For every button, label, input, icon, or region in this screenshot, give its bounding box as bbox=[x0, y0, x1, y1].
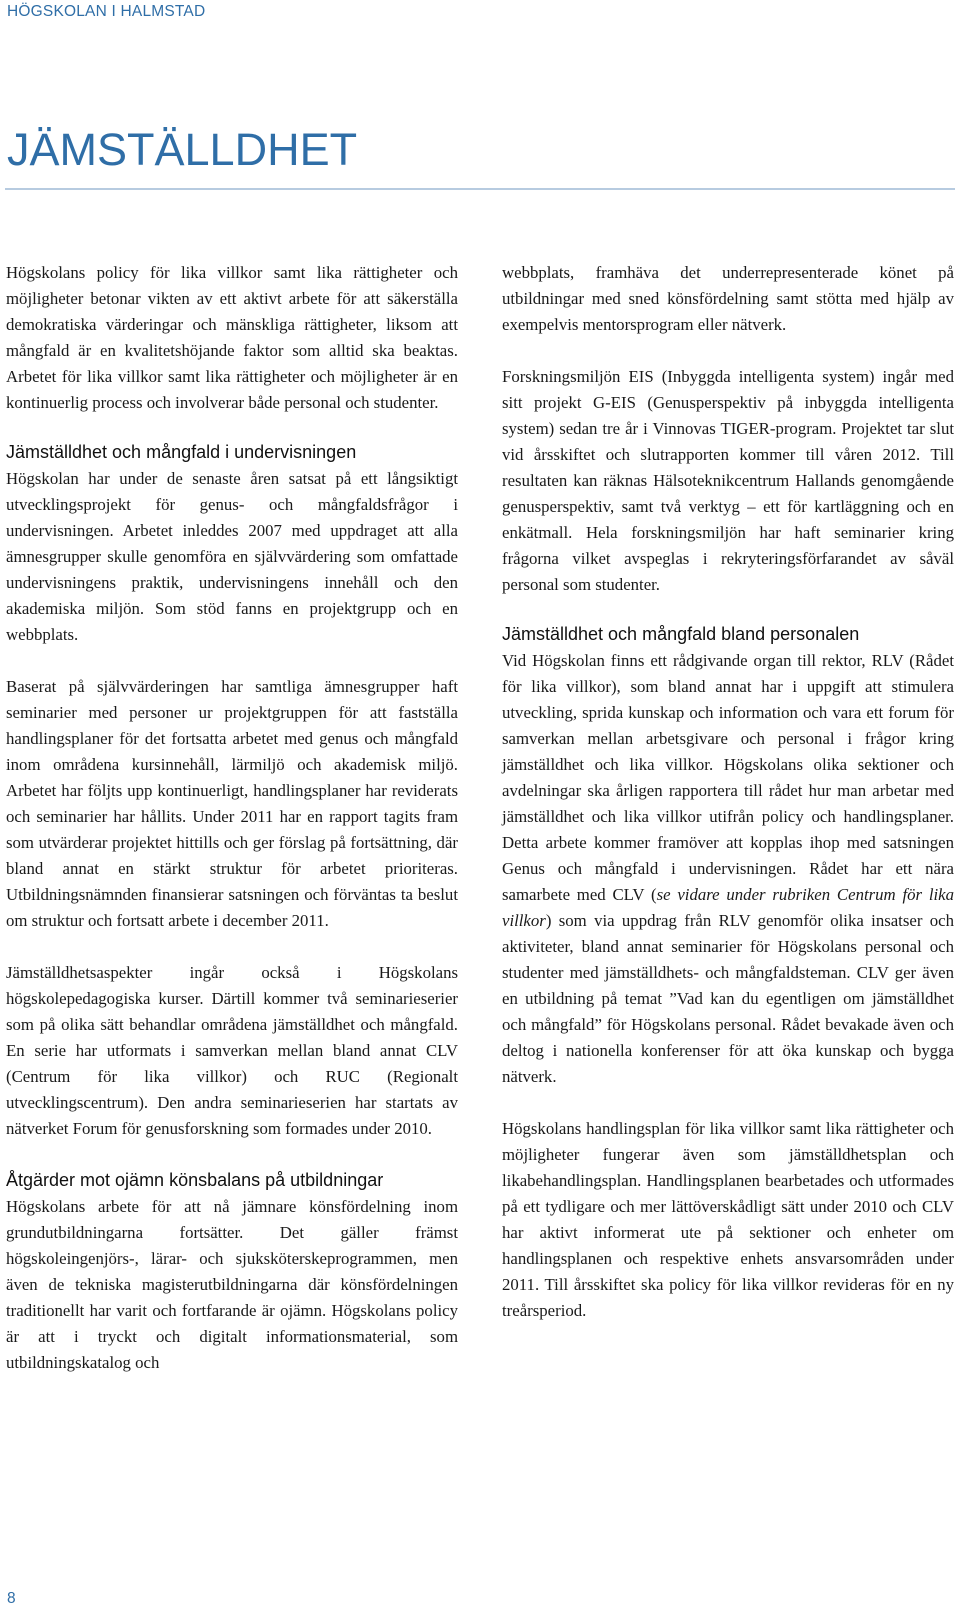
staff-paragraph-1 bbox=[502, 648, 954, 1090]
section-heading-teaching: Jämställdhet och mångfald i undervisningen bbox=[6, 442, 357, 462]
teaching-paragraph-3: Jämställdhetsaspekter ingår också i Högskolans högskolepedagogiska kurser. Därtill kommer två seminarieserier som på olika sätt behandlar områdena jämställdhet och mångfald. En serie har utformats i samverkan mellan bland annat CLV (Centrum för lika villkor) och RUC (Regionalt utvecklingscentrum). Den andra seminarieserien har startats av nätverket Forum för genusforskning som formades under 2010. bbox=[6, 963, 458, 1138]
title-divider bbox=[5, 188, 955, 190]
section-heading-staff: Jämställdhet och mångfald bland personalen bbox=[502, 624, 860, 644]
continuation-paragraph: webbplats, framhäva det underrepresenterade könet på utbildningar med sned könsfördelning samt stötta med hjälp av exempelvis mentorsprogram eller nätverk. bbox=[502, 263, 954, 334]
page-title: JÄMSTÄLLDHET bbox=[7, 124, 358, 175]
gender-balance-paragraph: Högskolans arbete för att nå jämnare könsfördelning inom grundutbildningarna fortsätter. Det gäller främst högskoleingenjörs-, lärar- och sjuksköterskeprogrammen, men även de tekniska magisterutbildningarna där könsfördelningen traditionellt har varit och fortfarande är ojämn. Högskolans policy är att i tryckt och digitalt informationsmaterial, som utbildningskatalog och bbox=[6, 1197, 458, 1372]
left-column bbox=[6, 260, 458, 1402]
staff-text-after-italic: ) som via uppdrag från RLV genomför olika insatser och aktiviteter, bland annat seminarier för Högskolans personal och studenter med jämställdhets- och mångfaldsteman. CLV ger även en utbildning på temat ”Vad kan du egentligen om jämställdhet och mångfald” för Högskolans personal. Rådet bevakade även och deltog i nationella konferenser för att öka kunskap och bygga nätverk. bbox=[502, 911, 954, 1086]
cross-reference-italic: se vidare under rubriken Centrum för lika villkor bbox=[502, 885, 954, 930]
teaching-paragraph-2: Baserat på självvärderingen har samtliga ämnesgrupper haft seminarier med personer ur projektgruppen för att fastställa handlingsplaner för det fortsatta arbetet med genus och mångfald inom områdena kursinnehåll, lärmiljö och akademisk miljö. Arbetet har följts upp kontinuerligt, handlingsplaner har reviderats och seminarier har hållits. Under 2011 har en rapport tagits fram som utvärderar projektet hittills och ger förslag på fortsättning, där bland annat en stärkt struktur för arbetet prioriteras. Utbildningsnämnden finansierar satsningen och förväntas ta beslut om struktur och fortsatt arbete i december 2011. bbox=[6, 677, 458, 930]
staff-text-before-italic: Vid Högskolan finns ett rådgivande organ till rektor, RLV (Rådet för lika villkor), som bland annat har i uppgift att stimulera utveckling, sprida kunskap och information och vara ett forum för samverkan mellan arbetsgivare och personal i frågor kring jämställdhet och lika villkor. Högskolans olika sektioner och avdelningar ska årligen rapportera till rådet hur man arbetar med jämställdhet och lika villkor utifrån policy och handlingsplaner. Detta arbete kommer framöver att kopplas ihop med satsningen Genus och mångfald i undervisningen. Rådet har ett nära samarbete med CLV ( bbox=[502, 651, 954, 904]
eis-paragraph: Forskningsmiljön EIS (Inbyggda intelligenta system) ingår med sitt projekt G-EIS (Genusperspektiv på inbyggda intelligenta system) sedan tre år i Vinnovas TIGER-program. Projektet tar slut vid årsskiftet och slutrapporten kommer till våren 2012. Till resultaten kan räknas Hälsoteknikcentrum Hallands genomgående genusperspektiv, samt två verktyg – ett för kartläggning och en enkätmall. Hela forskningsmiljön har haft seminarier kring frågorna vilket avspeglas i rekryteringsförfarandet av såväl personal som studenter. bbox=[502, 367, 954, 594]
page-number: 8 bbox=[7, 1590, 16, 1607]
intro-paragraph: Högskolans policy för lika villkor samt lika rättigheter och möjligheter betonar vikten av ett aktivt arbete för att säkerställa demokratiska värderingar och mänskliga rättigheter, liksom att mångfald är en kvalitetshöjande faktor som alltid ska beaktas. Arbetet för lika villkor samt lika rättigheter och möjligheter är en kontinuerlig process och involverar både personal och studenter. bbox=[6, 263, 458, 412]
staff-paragraph-2: Högskolans handlingsplan för lika villkor samt lika rättigheter och möjligheter fungerar även som jämställdhetsplan och likabehandlingsplan. Handlingsplanen bearbetades och utformades på ett tydligare och mer lättöverskådligt sätt under 2010 och CLV har aktivt informerat ute på sektioner och enheter om handlingsplanen och respektive enhets ansvarsområden under 2011. Till årsskiftet ska policy för lika villkor revideras för en ny treårsperiod. bbox=[502, 1119, 954, 1320]
section-heading-gender-balance: Åtgärder mot ojämn könsbalans på utbildningar bbox=[6, 1170, 384, 1190]
running-head: HÖGSKOLAN I HALMSTAD bbox=[7, 3, 206, 20]
right-column bbox=[502, 260, 954, 1350]
teaching-paragraph-1: Högskolan har under de senaste åren satsat på ett långsiktigt utvecklingsprojekt för genus- och mångfaldsfrågor i undervisningen. Arbetet inleddes 2007 med uppdraget att alla ämnesgrupper skulle genomföra en självvärdering som omfattade undervisningens praktik, undervisningens innehåll och den akademiska miljön. Som stöd fanns en projektgrupp och en webbplats. bbox=[6, 469, 458, 644]
